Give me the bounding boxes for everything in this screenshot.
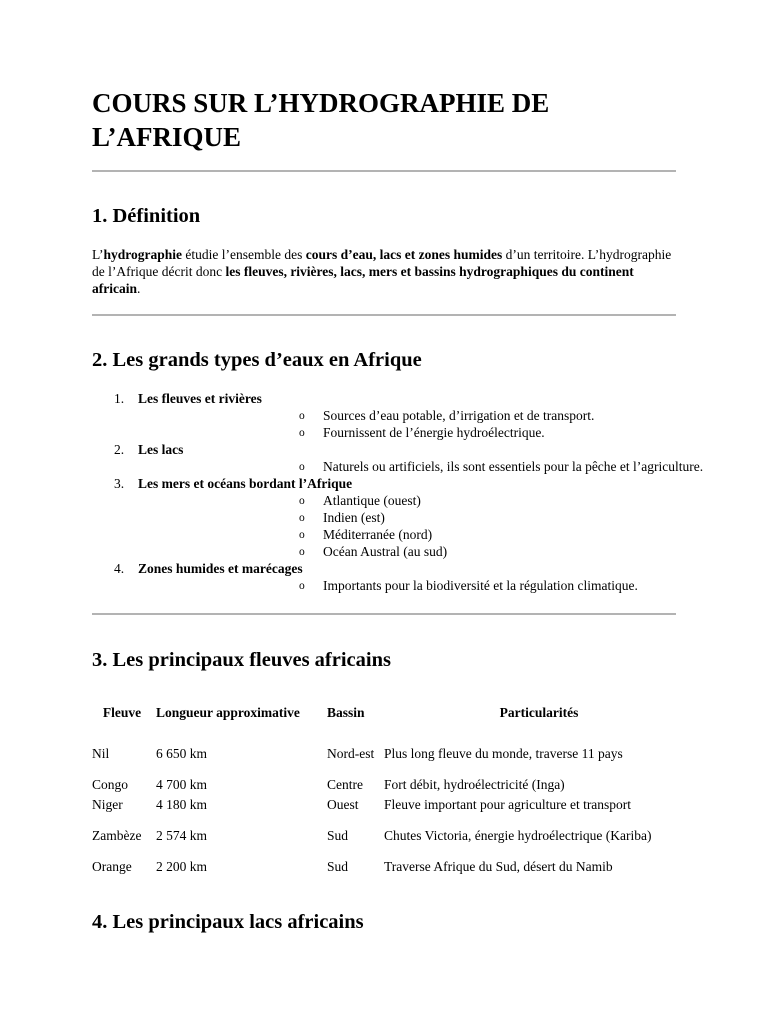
table-cell: Chutes Victoria, énergie hydroélectrique (Kariba) bbox=[384, 828, 652, 843]
table-cell: Congo bbox=[92, 777, 129, 792]
text-run: d’un territoire. L’hydrographie de l’Afrique décrit donc bbox=[92, 247, 672, 279]
sub-list-item bbox=[138, 407, 703, 424]
sub-item-text: Importants pour la biodiversité et la régulation climatique. bbox=[323, 578, 638, 593]
table-cell: Nil bbox=[92, 746, 110, 761]
list-item-label: Les lacs bbox=[138, 442, 184, 457]
table-cell: Nord-est bbox=[327, 746, 375, 761]
table-cell: 4 180 km bbox=[156, 797, 208, 812]
sub-item-text: Atlantique (ouest) bbox=[323, 493, 421, 508]
table-cell: Fleuve important pour agriculture et transport bbox=[384, 797, 632, 812]
list-number: 4. bbox=[114, 561, 125, 576]
bold-text: cours d’eau, lacs et zones humides bbox=[305, 247, 503, 262]
column-header: Bassin bbox=[327, 705, 365, 720]
definition-paragraph bbox=[92, 246, 682, 297]
bullet-icon: o bbox=[299, 427, 305, 439]
sub-list bbox=[138, 577, 703, 594]
table-cell: Ouest bbox=[327, 797, 359, 812]
sub-list-item bbox=[138, 509, 703, 526]
text-run: étudie l’ensemble des bbox=[182, 247, 306, 262]
list-item bbox=[0, 390, 703, 441]
table-cell: Traverse Afrique du Sud, désert du Namib bbox=[384, 859, 613, 874]
table-cell: Zambèze bbox=[92, 828, 142, 843]
table-row bbox=[90, 828, 696, 859]
table-row bbox=[90, 746, 696, 777]
sub-list bbox=[138, 492, 703, 560]
sub-list-item bbox=[138, 577, 703, 594]
column-header: Longueur approximative bbox=[156, 705, 300, 720]
bullet-icon: o bbox=[299, 512, 305, 524]
bullet-icon: o bbox=[299, 529, 305, 541]
bullet-icon: o bbox=[299, 495, 305, 507]
table-cell: Fort débit, hydroélectricité (Inga) bbox=[384, 777, 565, 792]
document-title: COURS SUR L’HYDROGRAPHIE DE L’AFRIQUE bbox=[92, 88, 550, 152]
sub-item-text: Sources d’eau potable, d’irrigation et de transport. bbox=[323, 408, 595, 423]
list-number: 1. bbox=[114, 391, 125, 406]
list-item bbox=[0, 475, 703, 560]
table-cell: Plus long fleuve du monde, traverse 11 pays bbox=[384, 746, 623, 761]
horizontal-rule bbox=[92, 314, 676, 316]
sub-item-text: Indien (est) bbox=[323, 510, 385, 525]
sub-list-item bbox=[138, 424, 703, 441]
table-cell: Centre bbox=[327, 777, 363, 792]
sub-item-text: Méditerranée (nord) bbox=[323, 527, 433, 542]
table-header-row bbox=[90, 698, 696, 728]
list-item-label: Les fleuves et rivières bbox=[138, 391, 262, 406]
sub-list-item bbox=[138, 526, 703, 543]
section-heading-fleuves: 3. Les principaux fleuves africains bbox=[92, 649, 391, 671]
list-item bbox=[0, 560, 703, 594]
water-types-list bbox=[0, 390, 703, 594]
table-cell: 6 650 km bbox=[156, 746, 208, 761]
column-header: Fleuve bbox=[102, 705, 142, 720]
table-cell: 2 200 km bbox=[156, 859, 208, 874]
list-item-label: Les mers et océans bordant l’Afrique bbox=[138, 476, 353, 491]
table-cell: Sud bbox=[327, 859, 349, 874]
list-number: 2. bbox=[114, 442, 125, 457]
table-spacer-row bbox=[90, 728, 696, 746]
section-heading-types: 2. Les grands types d’eaux en Afrique bbox=[92, 349, 422, 371]
list-item-label: Zones humides et marécages bbox=[138, 561, 303, 576]
sub-list-item bbox=[138, 543, 703, 560]
horizontal-rule bbox=[92, 613, 676, 615]
sub-item-text: Océan Austral (au sud) bbox=[323, 544, 448, 559]
bullet-icon: o bbox=[299, 410, 305, 422]
table-cell: 4 700 km bbox=[156, 777, 208, 792]
table-row bbox=[90, 797, 696, 828]
fleuves-table bbox=[90, 698, 696, 879]
table-spacer-cell bbox=[90, 728, 696, 746]
sub-item-text: Naturels ou artificiels, ils sont essentiels pour la pêche et l’agriculture. bbox=[323, 459, 704, 474]
section-heading-lacs: 4. Les principaux lacs africains bbox=[92, 911, 364, 933]
bold-text: les fleuves, rivières, lacs, mers et bassins hydrographiques du continent africain bbox=[92, 264, 634, 296]
sub-list bbox=[138, 407, 703, 441]
table-cell: 2 574 km bbox=[156, 828, 208, 843]
text-run: L’ bbox=[92, 247, 104, 262]
sub-list bbox=[138, 458, 703, 475]
section-heading-definition: 1. Définition bbox=[92, 205, 201, 227]
table-cell: Sud bbox=[327, 828, 349, 843]
table-row bbox=[90, 777, 696, 797]
bullet-icon: o bbox=[299, 546, 305, 558]
text-run: . bbox=[137, 281, 141, 296]
list-item bbox=[0, 441, 703, 475]
table-cell: Orange bbox=[92, 859, 132, 874]
horizontal-rule bbox=[92, 170, 676, 172]
bullet-icon: o bbox=[299, 461, 305, 473]
sub-list-item bbox=[138, 492, 703, 509]
sub-item-text: Fournissent de l’énergie hydroélectrique. bbox=[323, 425, 545, 440]
table-row bbox=[90, 859, 696, 879]
column-header: Particularités bbox=[499, 705, 579, 720]
sub-list-item bbox=[138, 458, 703, 475]
list-number: 3. bbox=[114, 476, 125, 491]
bold-text: hydrographie bbox=[103, 247, 183, 262]
bullet-icon: o bbox=[299, 580, 305, 592]
table-cell: Niger bbox=[92, 797, 123, 812]
